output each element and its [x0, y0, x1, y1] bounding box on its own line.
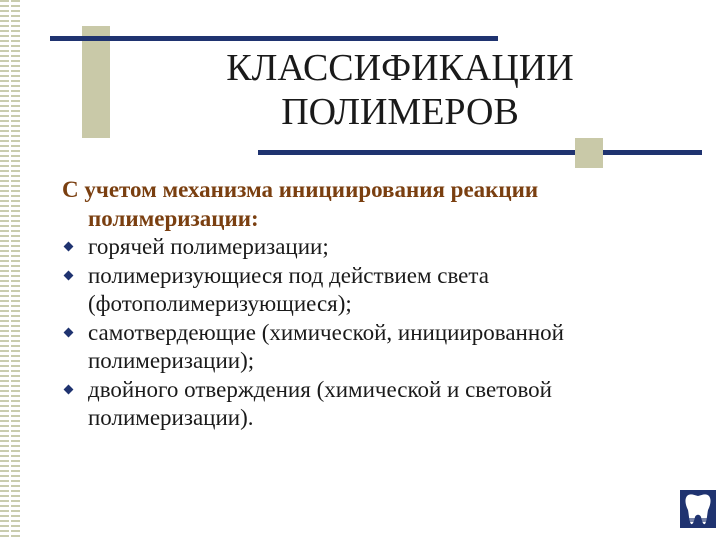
left-stripe-decoration: [0, 0, 22, 540]
title-line-1: КЛАССИФИКАЦИИ: [226, 47, 574, 89]
diamond-bullet-icon: [64, 327, 74, 337]
diamond-bullet-icon: [64, 270, 74, 280]
diamond-bullet-icon: [64, 384, 74, 394]
slide-title: [140, 46, 660, 134]
title-bottom-accent-block: [575, 138, 603, 168]
list-item-text: двойного отверждения (химической и световой полимеризации).: [88, 376, 552, 430]
list-item-text: полимеризующиеся под действием света (фотополимеризующиеся);: [88, 262, 489, 316]
title-top-rule: [50, 36, 498, 41]
bullet-list: [62, 233, 682, 433]
list-item: [62, 319, 682, 376]
title-bottom-rule: [258, 150, 702, 155]
diamond-bullet-icon: [64, 242, 74, 252]
tooth-icon: [680, 490, 716, 528]
list-item-text: самотвердеющие (химической, инициированной полимеризации);: [88, 319, 564, 373]
list-item-text: горячей полимеризации;: [88, 234, 329, 259]
list-item: [62, 233, 682, 262]
lead-paragraph: С учетом механизма инициирования реакции полимеризации:: [62, 177, 539, 231]
list-item: [62, 262, 682, 319]
title-line-2: ПОЛИМЕРОВ: [281, 91, 519, 133]
list-item: [62, 376, 682, 433]
slide-body: [62, 176, 682, 433]
title-accent-block: [82, 26, 110, 138]
